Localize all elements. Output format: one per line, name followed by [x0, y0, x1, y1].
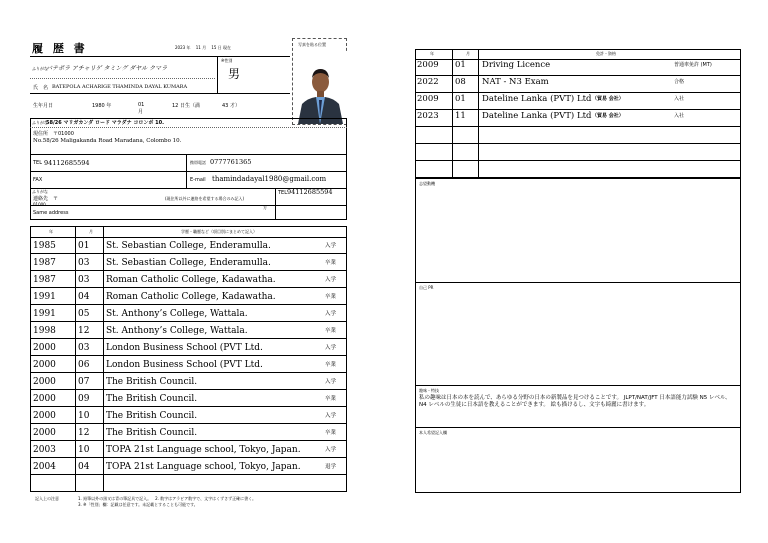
- self-pr-label: 自己 PR: [419, 285, 434, 290]
- address-furigana: 58/26 マリガカンダ ロード マラダナ コロンボ 10.: [46, 120, 165, 126]
- contact-tel: [278, 188, 333, 196]
- license-year: 2009: [417, 60, 439, 70]
- contact-tel-value: 94112685594: [287, 188, 333, 196]
- history-month: 01: [78, 241, 90, 251]
- footnote-2: 3. ※「性別」欄：記載は任意です。未記載とすることも可能です。: [78, 502, 198, 507]
- footnote-label: 記入上の注意: [35, 496, 59, 501]
- history-row: [31, 271, 346, 288]
- history-month: 03: [78, 275, 90, 285]
- history-tag: 入学: [324, 243, 336, 249]
- contact-tel-label: TEL: [278, 190, 287, 196]
- history-text: TOPA 21st Language school, Tokyo, Japan.: [106, 445, 301, 455]
- tel-value: 94112685594: [44, 159, 90, 167]
- applicant-photo: [294, 52, 347, 124]
- furigana-label: ふりがな: [32, 66, 48, 71]
- contact-kata: 方: [263, 205, 267, 210]
- history-tag: 卒業: [324, 294, 336, 300]
- history-tag: 入学: [324, 311, 336, 317]
- email-value: thamindadayal1980@gmail.com: [212, 175, 327, 183]
- fax-label: FAX: [33, 177, 43, 183]
- date-line: 2023 年 11 月 15 日 現在: [175, 45, 231, 50]
- history-year: 2000: [33, 343, 56, 353]
- license-tag: 普通車免許 (MT): [674, 62, 712, 68]
- history-row: [31, 441, 346, 458]
- license-row: [416, 160, 740, 177]
- license-text: Driving Licence: [482, 60, 551, 70]
- history-tag: 卒業: [324, 396, 336, 402]
- history-tag: 入学: [324, 277, 336, 283]
- name-value: BATEPOLA ACHARIGE THAMINDA DAYAL KUMARA: [52, 84, 188, 90]
- history-text: The British Council.: [106, 377, 198, 387]
- history-row: [31, 305, 346, 322]
- footnote-1: 1. 鉛筆以外の黒又は青の筆記具で記入。 2. 数字はアラビア数字で、文字はくずさず正確に書く。: [78, 496, 257, 501]
- history-tag: 入学: [324, 413, 336, 419]
- history-tag: 退学: [324, 464, 336, 470]
- license-text: Dateline Lanka (PVT) Ltd: [482, 110, 592, 121]
- birth-year: 1980 年: [92, 103, 112, 109]
- history-year: 2003: [33, 445, 56, 455]
- resume-title: 履 歴 書: [32, 42, 88, 55]
- history-row: [31, 288, 346, 305]
- mobile-label: 携帯電話: [190, 160, 206, 165]
- license-row: [416, 127, 740, 144]
- birth-month: 01 月: [138, 102, 145, 115]
- birth-label: 生年月日: [33, 103, 54, 109]
- gender-label: ※性別: [221, 58, 233, 63]
- history-text: St. Anthony’s College, Wattala.: [106, 326, 248, 336]
- history-row: [31, 339, 346, 356]
- hobby-label: 趣味・特技: [419, 388, 439, 393]
- license-year: 2023: [417, 110, 439, 121]
- history-month: 04: [78, 292, 90, 302]
- license-text: Dateline Lanka (PVT) Ltd: [482, 93, 592, 104]
- history-text: St. Anthony’s College, Wattala.: [106, 309, 248, 319]
- history-tag: 卒業: [324, 362, 336, 368]
- motivation-label: 志望動機: [419, 181, 435, 186]
- license-header-desc: 免許・資格: [596, 51, 616, 56]
- history-row: [31, 356, 346, 373]
- history-text: St. Sebastian College, Enderamulla.: [106, 241, 271, 251]
- license-year: 2022: [417, 76, 439, 87]
- license-table: [415, 49, 741, 178]
- birth-age: 43 才）: [222, 103, 240, 109]
- license-month: 01: [455, 60, 466, 70]
- history-year: 1991: [33, 292, 56, 302]
- photo-label: 写真を貼る位置: [298, 42, 326, 47]
- history-text: The British Council.: [106, 428, 198, 438]
- history-text: Roman Catholic College, Kadawatha.: [106, 275, 276, 285]
- history-tag: 卒業: [324, 430, 336, 436]
- license-company-type: （貿易 会社）: [592, 112, 624, 119]
- history-month: 12: [78, 326, 90, 336]
- license-row: [416, 144, 740, 161]
- address-value: No.58/26 Maligakanda Road Maradana, Colombo 10.: [33, 138, 182, 144]
- history-header-desc: 学歴・職歴など（項目別にまとめて記入）: [181, 229, 257, 234]
- history-tag: 卒業: [324, 260, 336, 266]
- license-month: 01: [455, 93, 466, 104]
- history-tag: 入学: [324, 447, 336, 453]
- license-row: [416, 110, 740, 127]
- history-row: [31, 458, 346, 475]
- history-year: 1987: [33, 275, 56, 285]
- license-header-month: 月: [466, 51, 470, 56]
- history-row: [31, 475, 346, 492]
- history-text: London Business School (PVT Ltd.: [106, 360, 263, 370]
- history-text: The British Council.: [106, 394, 198, 404]
- birth-day: 12 日生（満: [172, 103, 200, 109]
- resume-right-page: [415, 49, 741, 493]
- contact-label: 連絡先 〒: [33, 196, 59, 202]
- history-tag: 入学: [324, 345, 336, 351]
- license-tag: 入社: [674, 112, 685, 119]
- history-month: 03: [78, 343, 90, 353]
- history-tag: 入学: [324, 379, 336, 385]
- history-year: 2000: [33, 360, 56, 370]
- history-year: 1998: [33, 326, 56, 336]
- history-row: [31, 407, 346, 424]
- license-row: [416, 76, 740, 93]
- email-label: E-mail: [190, 177, 206, 183]
- address-label: 現住所 〒01000: [33, 131, 74, 137]
- name-label: 氏 名: [33, 85, 49, 91]
- history-row: [31, 237, 346, 254]
- history-month: 07: [78, 377, 90, 387]
- address-furigana-label: ふりがな: [32, 120, 48, 125]
- history-month: 10: [78, 445, 90, 455]
- wishes-label: 本人希望記入欄: [419, 430, 447, 435]
- history-month: 03: [78, 258, 90, 268]
- history-year: 1991: [33, 309, 56, 319]
- contact-value: Same address: [33, 210, 69, 216]
- history-month: 06: [78, 360, 90, 370]
- wishes-box: [415, 427, 741, 493]
- motivation-box: [415, 178, 741, 283]
- license-tag: 入社: [674, 95, 685, 102]
- license-tag: 合格: [674, 78, 685, 85]
- license-month: 11: [455, 110, 466, 121]
- history-year: 2000: [33, 377, 56, 387]
- license-header-year: 年: [430, 51, 434, 56]
- license-year: 2009: [417, 93, 439, 104]
- history-header-month: 月: [89, 229, 93, 234]
- photo-frame: [292, 38, 347, 125]
- history-month: 12: [78, 428, 90, 438]
- history-tag: 卒業: [324, 328, 336, 334]
- history-row: [31, 254, 346, 271]
- history-text: The British Council.: [106, 411, 198, 421]
- license-rows: [416, 59, 740, 177]
- license-text: NAT - N3 Exam: [482, 76, 549, 87]
- self-pr-box: [415, 282, 741, 386]
- history-year: 2000: [33, 428, 56, 438]
- history-year: 1985: [33, 241, 56, 251]
- license-row: [416, 59, 740, 76]
- tel-label: TEL: [33, 160, 42, 166]
- license-row: [416, 93, 740, 110]
- history-text: London Business School (PVT Ltd.: [106, 343, 263, 353]
- history-year: 1987: [33, 258, 56, 268]
- history-text: Roman Catholic College, Kadawatha.: [106, 292, 276, 302]
- furigana-name: バテポラ アチャリゲ タミング ダヤル クマラ: [46, 65, 168, 72]
- history-row: [31, 390, 346, 407]
- contact-note: (現住所以外に連絡を希望する場合のみ記入): [165, 196, 245, 201]
- history-month: 05: [78, 309, 90, 319]
- history-month: 10: [78, 411, 90, 421]
- history-row: [31, 424, 346, 441]
- resume-left-page: [30, 38, 358, 513]
- license-month: 08: [455, 76, 466, 87]
- history-table: [30, 226, 347, 492]
- history-month: 09: [78, 394, 90, 404]
- hobby-text: 私の趣味は日本の本を読んで、あらゆる分野の日本の新製品を見つけることです。 JLPT/NAT/JFT 日本語能力試験 N5 レベル、N4 レベルの生徒に日本語を教えることができます。 絵も描けるし、文字も綺麗に書けます。: [419, 395, 731, 408]
- history-row: [31, 322, 346, 339]
- history-year: 2000: [33, 394, 56, 404]
- gender-value: 男: [228, 67, 241, 81]
- hobby-box: [415, 385, 741, 428]
- contact-zip: 01000: [33, 202, 46, 207]
- history-month: 04: [78, 462, 90, 472]
- history-row: [31, 373, 346, 390]
- history-text: TOPA 21st Language school, Tokyo, Japan.: [106, 462, 301, 472]
- history-year: 2000: [33, 411, 56, 421]
- license-company-type: （貿易 会社）: [592, 95, 624, 102]
- history-rows: [31, 237, 346, 491]
- history-year: 2004: [33, 462, 56, 472]
- history-header-year: 年: [49, 229, 53, 234]
- contact-furigana-label: ふりがな: [32, 189, 48, 194]
- mobile-value: 0777761365: [210, 158, 252, 166]
- history-text: St. Sebastian College, Enderamulla.: [106, 258, 271, 268]
